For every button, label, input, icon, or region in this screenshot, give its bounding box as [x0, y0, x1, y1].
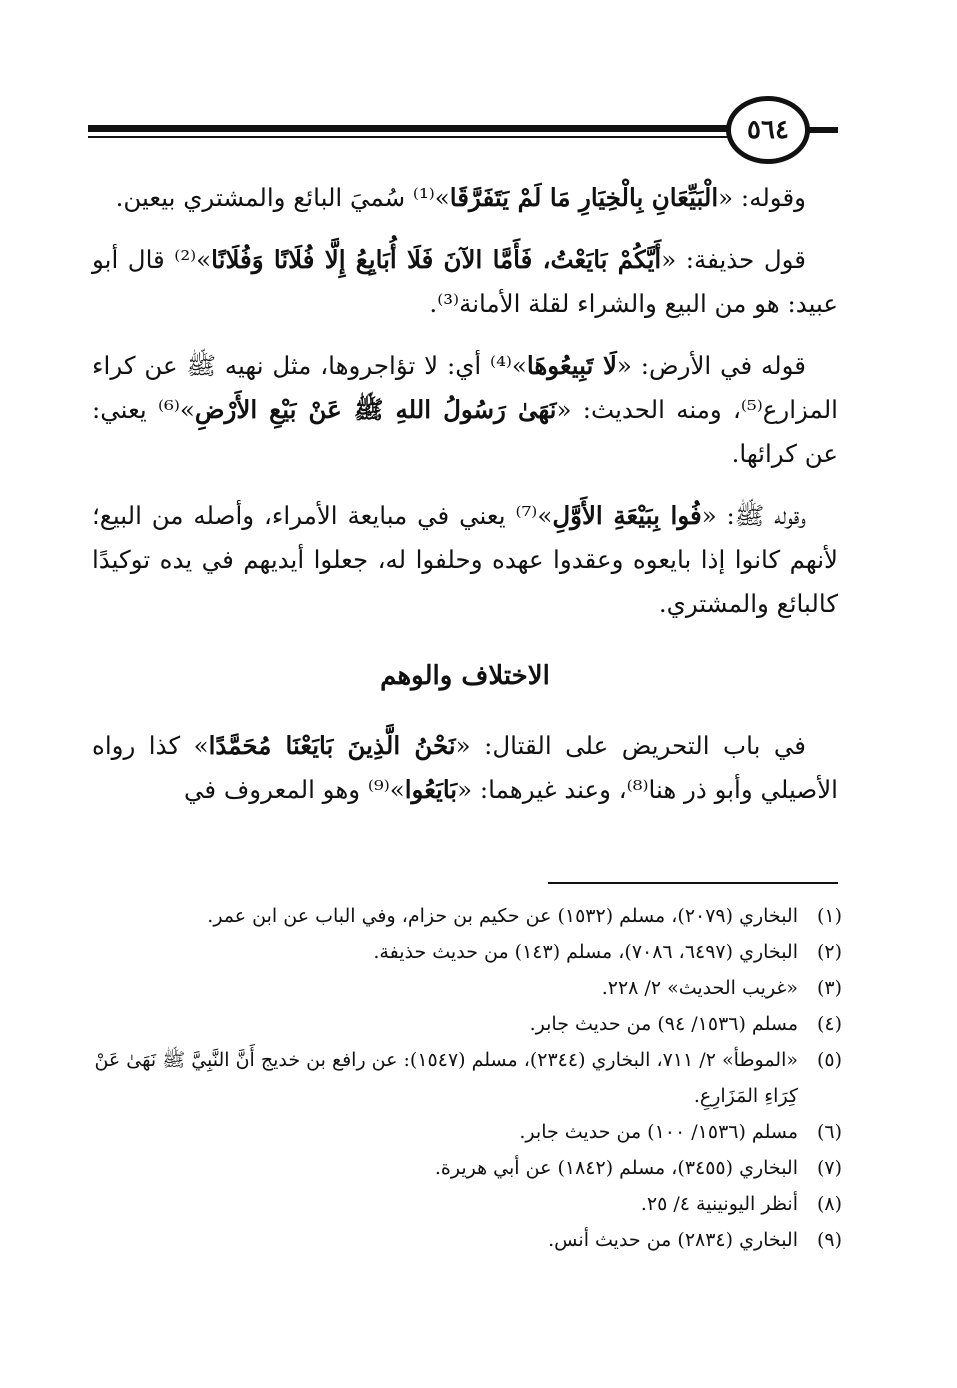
hadith-quote: بَايَعُوا [404, 775, 458, 804]
page-number: ٥٦٤ [726, 96, 810, 164]
header-rule-thick [88, 125, 728, 132]
paragraph-text: »⁽⁷⁾ يعني في مبايعة الأمراء، وأصله من البيع؛ لأنهم كانوا إذا بايعوه وعقدوا عهده وحلفوا له، جعلوا أيديهم في يده توكيدًا كالبائع والمشتري. [92, 501, 838, 618]
footnote-number: (٣) [816, 977, 842, 999]
paragraph-1 [92, 176, 838, 220]
footnote-divider [548, 882, 838, 884]
footnote-text: «غريب الحديث» ٢/ ٢٢٨. [601, 977, 798, 999]
footnote-number: (١) [816, 905, 842, 927]
footnote-number: (٩) [816, 1229, 842, 1251]
footnote [92, 1114, 842, 1150]
footnote [92, 898, 842, 934]
section-title: الاختلاف والوهم [380, 661, 550, 691]
main-text [92, 176, 838, 830]
paragraph-text: وقوله: « [718, 183, 806, 212]
footnote [92, 1222, 842, 1258]
paragraph-text: قوله في الأرض: « [616, 351, 806, 380]
paragraph-text: »⁽⁹⁾ وهو المعروف في [183, 775, 405, 804]
paragraph-text: في باب التحريض على القتال: « [455, 731, 806, 760]
footnote-text: مسلم (١٥٣٦/ ٩٤) من حديث جابر. [529, 1013, 798, 1035]
footnote [92, 970, 842, 1006]
paragraph-text: وقوله ﷺ: « [701, 501, 806, 530]
footnote-text: البخاري (٦٤٩٧، ٧٠٨٦)، مسلم (١٤٣) من حديث حذيفة. [373, 941, 798, 963]
paragraph-text: »⁽⁴⁾ أي: لا تؤاجروها، مثل نهيه ﷺ عن كراء المزارع⁽⁵⁾، ومنه الحديث: « [92, 351, 838, 424]
hadith-quote: الْبَيِّعَانِ بِالْخِيَارِ مَا لَمْ يَتَفَرَّقَا [449, 183, 719, 212]
footnote [92, 934, 842, 970]
hadith-quote: فُوا بِبَيْعَةِ الأَوَّلِ [552, 501, 702, 530]
footnote [92, 1042, 842, 1114]
paragraph-text: »⁽⁶⁾ يعني: عن كرائها. [92, 395, 838, 468]
footnote-text: البخاري (٢٠٧٩)، مسلم (١٥٣٢) عن حكيم بن حزام، وفي الباب عن ابن عمر. [207, 905, 798, 927]
footnote-number: (٢) [816, 941, 842, 963]
hadith-quote: أَيَّكُمْ بَايَعْتُ، فَأَمَّا الآنَ فَلَا أُبَايِعُ إِلَّا فُلَانًا وَفُلَانًا [211, 245, 662, 274]
section-paragraph [92, 724, 838, 812]
paragraph-text: قول حذيفة: « [661, 245, 806, 274]
footnote-text: البخاري (٢٨٣٤) من حديث أنس. [548, 1229, 798, 1251]
footnote-number: (٥) [816, 1049, 842, 1071]
header-rule-right [808, 127, 838, 133]
paragraph-4 [92, 494, 838, 626]
footnote-number: (٧) [816, 1157, 842, 1179]
paragraph-text: » كذا رواه الأصيلي وأبو ذر هنا⁽⁸⁾، وعند غيرهما: « [92, 731, 838, 804]
footnote [92, 1150, 842, 1186]
paragraph-text: »⁽¹⁾ سُميَ البائع والمشتري بيعين. [115, 183, 450, 212]
footnotes [92, 898, 842, 1258]
paragraph-2 [92, 238, 838, 326]
footnote-number: (٤) [816, 1013, 842, 1035]
page-header [0, 0, 957, 170]
hadith-quote: نَهَىٰ رَسُولُ اللهِ ﷺ عَنْ بَيْعِ الأَرْضِ [194, 395, 557, 424]
footnote [92, 1006, 842, 1042]
footnote-text: البخاري (٣٤٥٥)، مسلم (١٨٤٢) عن أبي هريرة. [434, 1157, 798, 1179]
footnote-number: (٨) [816, 1193, 842, 1215]
footnote-text: مسلم (١٥٣٦/ ١٠٠) من حديث جابر. [519, 1121, 798, 1143]
paragraph-text: »⁽²⁾ قال أبو عبيد: هو من البيع والشراء لقلة الأمانة⁽³⁾. [92, 245, 838, 318]
hadith-quote: لَا تَبِيعُوهَا [526, 351, 617, 380]
footnote [92, 1186, 842, 1222]
footnote-text: أنظر اليونينية ٤/ ٢٥. [640, 1193, 798, 1215]
footnote-text: «الموطأ» ٢/ ٧١١، البخاري (٢٣٤٤)، مسلم (١٥٤٧): عن رافع بن خديج أَنَّ النَّبِيَّ ﷺ نَهَىٰ عَنْ كِرَاءِ المَزَارِعِ. [94, 1049, 798, 1107]
header-rule-thin [88, 136, 728, 138]
paragraph-3 [92, 344, 838, 476]
hadith-quote: نَحْنُ الَّذِينَ بَايَعْنَا مُحَمَّدًا [208, 731, 456, 760]
footnote-number: (٦) [816, 1121, 842, 1143]
